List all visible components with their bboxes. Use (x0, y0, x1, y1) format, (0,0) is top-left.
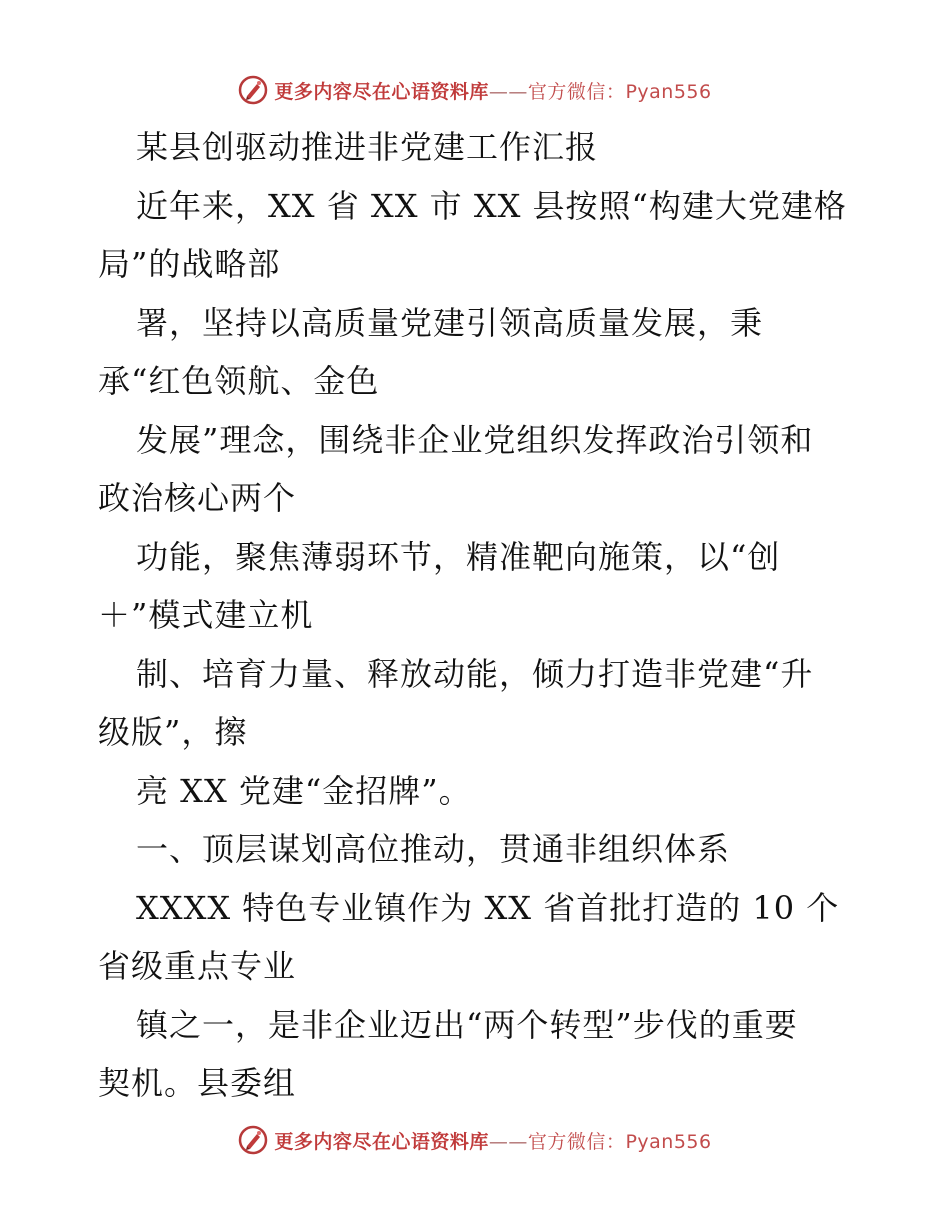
watermark-wechat-label: 官方微信： (527, 1130, 626, 1153)
footer-watermark-inner (238, 1125, 711, 1155)
pen-logo-icon (238, 75, 268, 105)
document-line: 亮 XX 党建“金招牌”。 (136, 771, 472, 810)
watermark-site: 更多内容尽在心语资料库 (274, 80, 489, 103)
document-line: 省级重点专业 (98, 947, 297, 985)
document-line: 局”的战略部 (98, 245, 281, 283)
document-line: 级版”，擦 (98, 713, 248, 751)
watermark-wechat-label: 官方微信： (527, 80, 626, 103)
pen-logo-icon (238, 1125, 268, 1155)
document-line: 某县创驱动推进非党建工作汇报 (136, 128, 599, 166)
document-line: ＋”模式建立机 (98, 596, 314, 634)
watermark-separator: —— (488, 80, 528, 103)
watermark-wechat-id: Pyan556 (625, 80, 712, 103)
document-line: 近年来，XX 省 XX 市 XX 县按照“构建大党建格 (136, 186, 847, 225)
document-line: 制、培育力量、释放动能，倾力打造非党建“升 (136, 654, 814, 693)
document-line: 政治核心两个 (98, 479, 297, 517)
document-line: 署，坚持以高质量党建引领高质量发展，秉 (136, 303, 764, 342)
document-line: 承“红色领航、金色 (98, 362, 380, 400)
watermark-separator: —— (488, 1130, 528, 1153)
document-body (98, 118, 858, 1113)
document-line: 一、顶层谋划高位推动，贯通非组织体系 (136, 830, 731, 868)
watermark-text (274, 1127, 711, 1154)
watermark-site: 更多内容尽在心语资料库 (274, 1130, 489, 1153)
document-line: 功能，聚焦薄弱环节，精准靶向施策，以“创 (136, 537, 781, 576)
document-line: 契机。县委组 (98, 1064, 297, 1102)
header-watermark-inner (238, 75, 711, 105)
footer-watermark-banner (0, 1120, 950, 1160)
document-line: 发展”理念，围绕非企业党组织发挥政治引领和 (136, 420, 814, 459)
watermark-wechat-id: Pyan556 (625, 1130, 712, 1153)
watermark-text (274, 77, 711, 104)
document-line: 镇之一，是非企业迈出“两个转型”步伐的重要 (136, 1005, 798, 1044)
header-watermark-banner (0, 70, 950, 110)
document-line: XXXX 特色专业镇作为 XX 省首批打造的 10 个 (136, 888, 840, 927)
